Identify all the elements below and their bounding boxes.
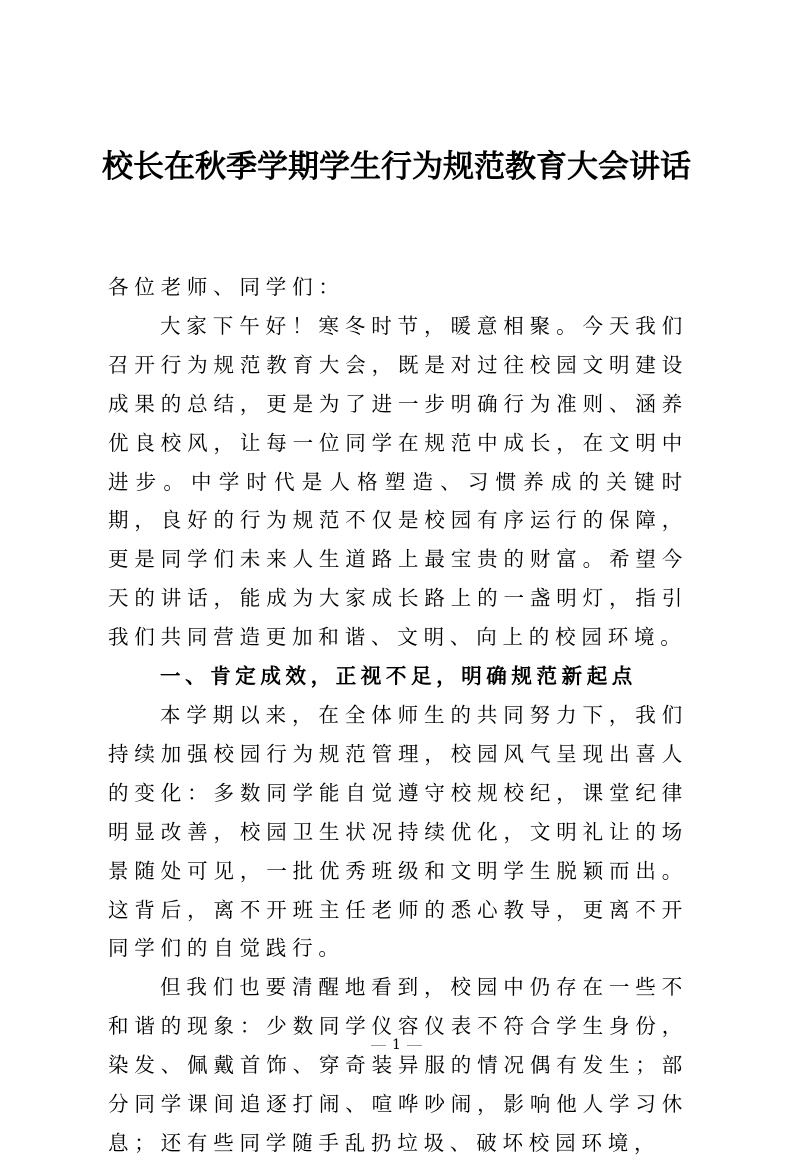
page-number: 1 (392, 1037, 401, 1053)
paragraph-opening: 大家下午好！寒冬时节，暖意相聚。今天我们召开行为规范教育大会，既是对过往校园文明建设成果的总结，更是为了进一步明确行为准则、涵养优良校风，让每一位同学在规范中成长，在文明中进步。中学时代是人格塑造、习惯养成的关键时期，良好的行为规范不仅是校园有序运行的保障，更是同学们未来人生道路上最宝贵的财富。希望今天的讲话，能成为大家成长路上的一盏明灯，指引我们共同营造更加和谐、文明、向上的校园环境。 (108, 313, 688, 650)
document-title: 校长在秋季学期学生行为规范教育大会讲话 (102, 149, 691, 185)
paragraph-shortcomings: 但我们也要清醒地看到，校园中仍存在一些不和谐的现象：少数同学仪容仪表不符合学生身份，染发、佩戴首饰、穿奇装异服的情况偶有发生；部分同学课间追逐打闹、喧哗吵闹，影响他人学习休息；还有些同学随手乱扔垃圾、破坏校园环境， (108, 975, 688, 1155)
salutation: 各位老师、同学们： (108, 275, 345, 299)
footer-dash-left (371, 1045, 386, 1046)
page-footer (0, 1037, 793, 1053)
document-body (108, 268, 688, 1163)
paragraph-achievements: 本学期以来，在全体师生的共同努力下，我们持续加强校园行为规范管理，校园风气呈现出喜人的变化：多数同学能自觉遵守校规校纪，课堂纪律明显改善，校园卫生状况持续优化，文明礼让的场景随处可见，一批优秀班级和文明学生脱颖而出。这背后，离不开班主任老师的悉心教导，更离不开同学们的自觉践行。 (108, 702, 688, 961)
section-heading-1: 一、肯定成效，正视不足，明确规范新起点 (160, 664, 637, 689)
footer-dash-right (407, 1045, 422, 1046)
